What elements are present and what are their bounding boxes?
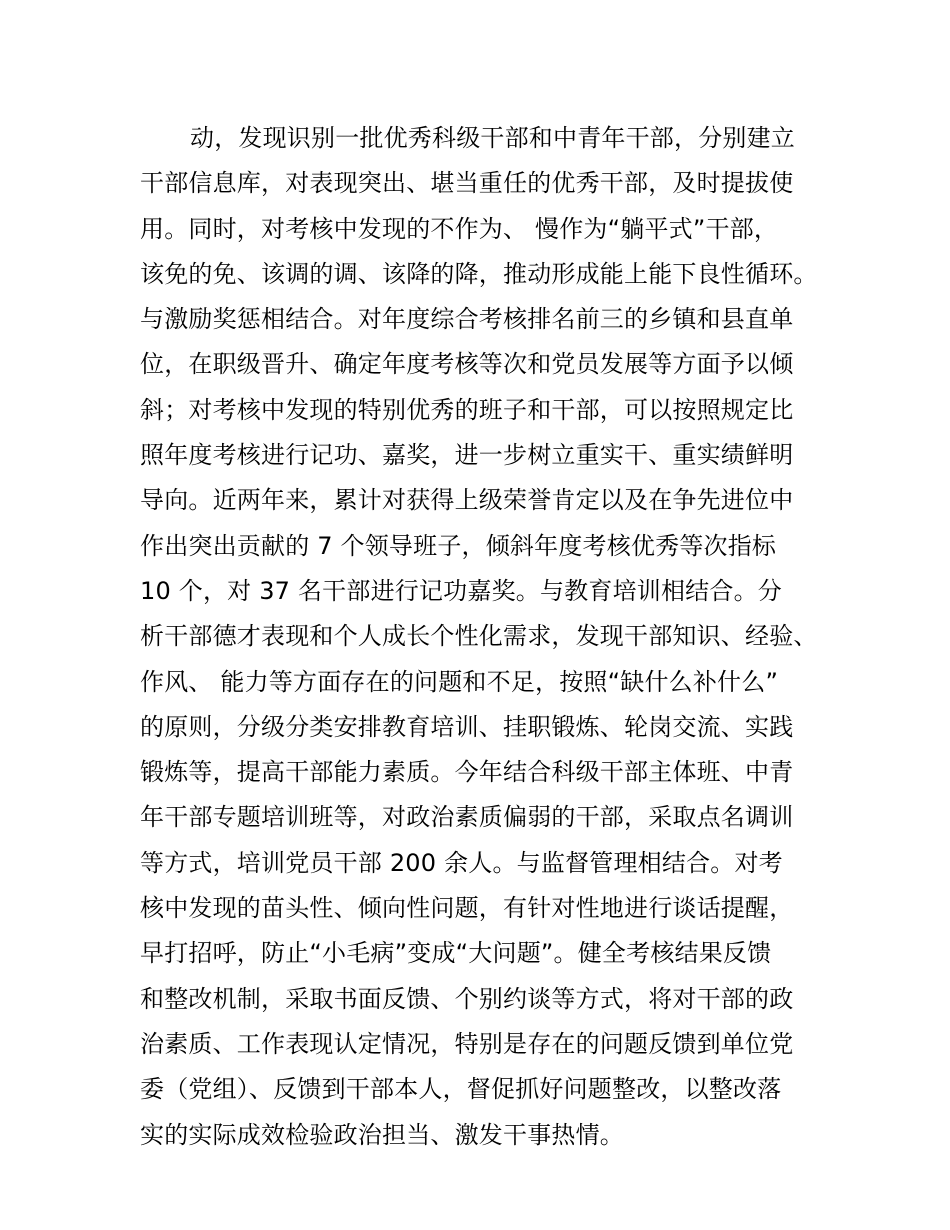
body-paragraph [140,116,830,1158]
text-line: 析干部德才表现和个人成长个性化需求，发现干部知识、经验、 [140,622,818,651]
text-line: 位，在职级晋升、确定年度考核等次和党员发展等方面予以倾 [140,350,794,379]
text-line: 用。同时，对考核中发现的不作为、 慢作为“躺平式”干部， [140,214,779,243]
text-line: 核中发现的苗头性、倾向性问题，有针对性地进行谈话提醒， [140,894,794,923]
text-line: 的原则，分级分类安排教育培训、挂职锻炼、轮岗交流、实践 [140,712,794,741]
text-line: 照年度考核进行记功、嘉奖，进一步树立重实干、重实绩鲜明 [140,441,794,470]
text-line: 与激励奖惩相结合。对年度综合考核排名前三的乡镇和县直单 [140,305,794,334]
text-line: 实的实际成效检验政治担当、激发干事热情。 [140,1120,624,1149]
text-line: 治素质、工作表现认定情况，特别是存在的问题反馈到单位党 [140,1029,794,1058]
text-line: 该免的免、该调的调、该降的降，推动形成能上能下良性循环。 [140,259,818,288]
text-line: 委（党组）、反馈到干部本人，督促抓好问题整改，以整改落 [140,1075,782,1104]
text-line: 作出突出贡献的 7 个领导班子，倾斜年度考核优秀等次指标 [140,531,777,560]
text-line: 和整改机制，采取书面反馈、个别约谈等方式，将对干部的政 [140,984,794,1013]
text-line: 干部信息库，对表现突出、堪当重任的优秀干部，及时提拔使 [140,169,794,198]
text-line: 作风、 能力等方面存在的问题和不足，按照“缺什么补什么” [140,667,779,696]
text-line: 10 个，对 37 名干部进行记功嘉奖。与教育培训相结合。分 [140,576,782,605]
text-line: 斜；对考核中发现的特别优秀的班子和干部，可以按照规定比 [140,395,794,424]
text-line: 年干部专题培训班等，对政治素质偏弱的干部，采取点名调训 [140,803,794,832]
text-line: 早打招呼，防止“小毛病”变成“大问题”。健全考核结果反馈 [140,939,772,968]
text-line: 动，发现识别一批优秀科级干部和中青年干部，分别建立 [190,124,795,152]
text-line: 锻炼等，提高干部能力素质。今年结合科级干部主体班、中青 [140,758,794,787]
text-line: 导向。近两年来，累计对获得上级荣誉肯定以及在争先进位中 [140,486,794,515]
text-line: 等方式，培训党员干部 200 余人。与监督管理相结合。对考 [140,848,783,877]
